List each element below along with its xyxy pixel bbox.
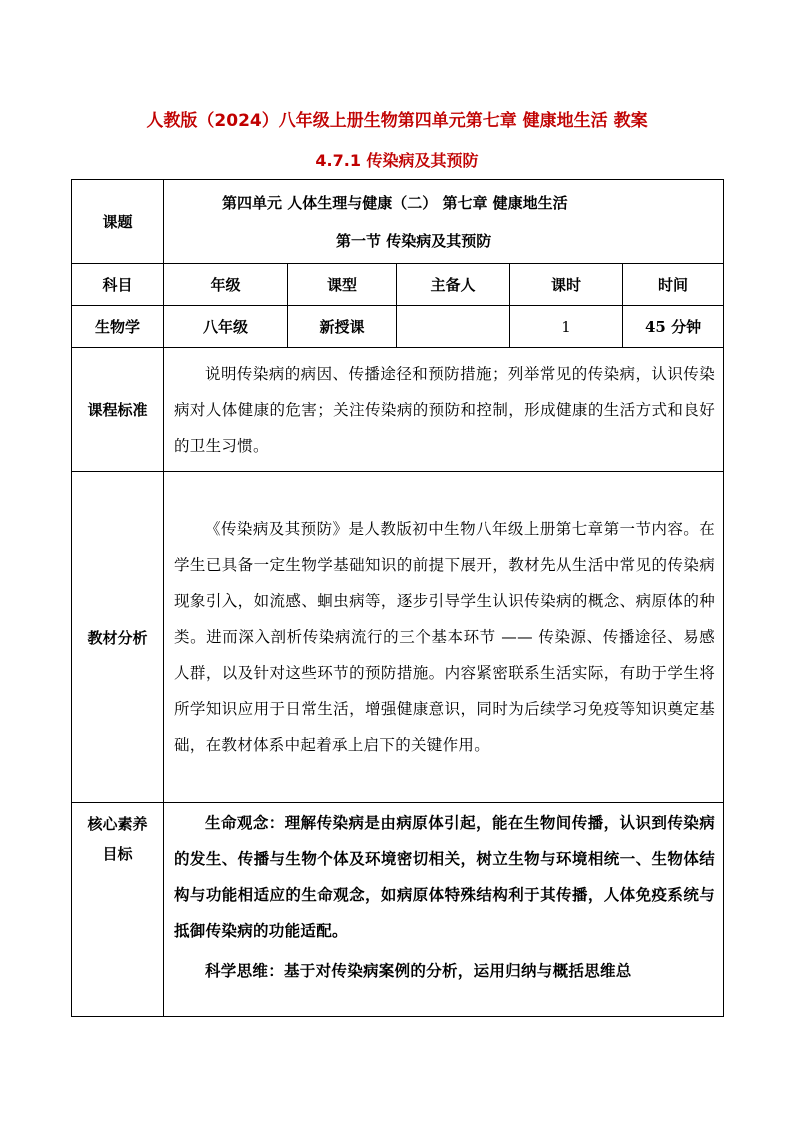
value-periods: 1 (510, 306, 623, 348)
topic-cell (164, 180, 724, 264)
standard-row (72, 348, 724, 472)
header-row (72, 264, 724, 306)
standard-label: 课程标准 (72, 348, 164, 472)
value-time: 45 分钟 (623, 306, 724, 348)
analysis-text: 《传染病及其预防》是人教版初中生物八年级上册第七章第一节内容。在学生已具备一定生物学基础知识的前提下展开，教材先从生活中常见的传染病现象引入，如流感、蛔虫病等，逐步引导学生认识传染病的概念、病原体的种类。进而深入剖析传染病流行的三个基本环节 —— 传染源、传播途径、易感人群，以及针对这些环节的预防措施。内容紧密联系生活实际，有助于学生将所学知识应用于日常生活，增强健康意识，同时为后续学习免疫等知识奠定基础，在教材体系中起着承上启下的关键作用。 (174, 520, 716, 754)
header-time: 时间 (623, 264, 724, 306)
standard-cell (164, 348, 724, 472)
analysis-cell (164, 472, 724, 803)
literacy-cell (164, 803, 724, 1017)
topic-line-2: 第一节 传染病及其预防 (336, 231, 492, 250)
standard-text: 说明传染病的病因、传播途径和预防措施；列举常见的传染病，认识传染病对人体健康的危害；关注传染病的预防和控制，形成健康的生活方式和良好的卫生习惯。 (174, 364, 716, 455)
literacy-paragraph-2: 科学思维：基于对传染病案例的分析，运用归纳与概括思维总 (205, 961, 632, 980)
literacy-paragraph-1: 生命观念：理解传染病是由病原体引起，能在生物间传播，认识到传染病的发生、传播与生物个体及环境密切相关，树立生物与环境相统一、生物体结构与功能相适应的生命观念，如病原体特殊结构利于其传播，人体免疫系统与抵御传染病的功能适配。 (174, 813, 716, 940)
topic-line-1: 第四单元 人体生理与健康（二） 第七章 健康地生活 (222, 193, 568, 212)
analysis-row (72, 472, 724, 803)
value-grade: 八年级 (164, 306, 288, 348)
header-lesson-type: 课型 (288, 264, 397, 306)
literacy-label (72, 803, 164, 1017)
literacy-label-line-2: 目标 (102, 845, 133, 863)
value-subject: 生物学 (72, 306, 164, 348)
header-periods: 课时 (510, 264, 623, 306)
value-row (72, 306, 724, 348)
header-grade: 年级 (164, 264, 288, 306)
header-preparer: 主备人 (397, 264, 510, 306)
value-lesson-type: 新授课 (288, 306, 397, 348)
value-preparer (397, 306, 510, 348)
document-title: 人教版（2024）八年级上册生物第四单元第七章 健康地生活 教案 (146, 111, 648, 131)
header-subject: 科目 (72, 264, 164, 306)
literacy-row (72, 803, 724, 1017)
analysis-label: 教材分析 (72, 472, 164, 803)
document-subtitle: 4.7.1 传染病及其预防 (315, 151, 479, 170)
topic-row (72, 180, 724, 264)
topic-label: 课题 (72, 180, 164, 264)
lesson-plan-table (71, 179, 724, 1017)
literacy-label-line-1: 核心素养 (87, 815, 148, 833)
